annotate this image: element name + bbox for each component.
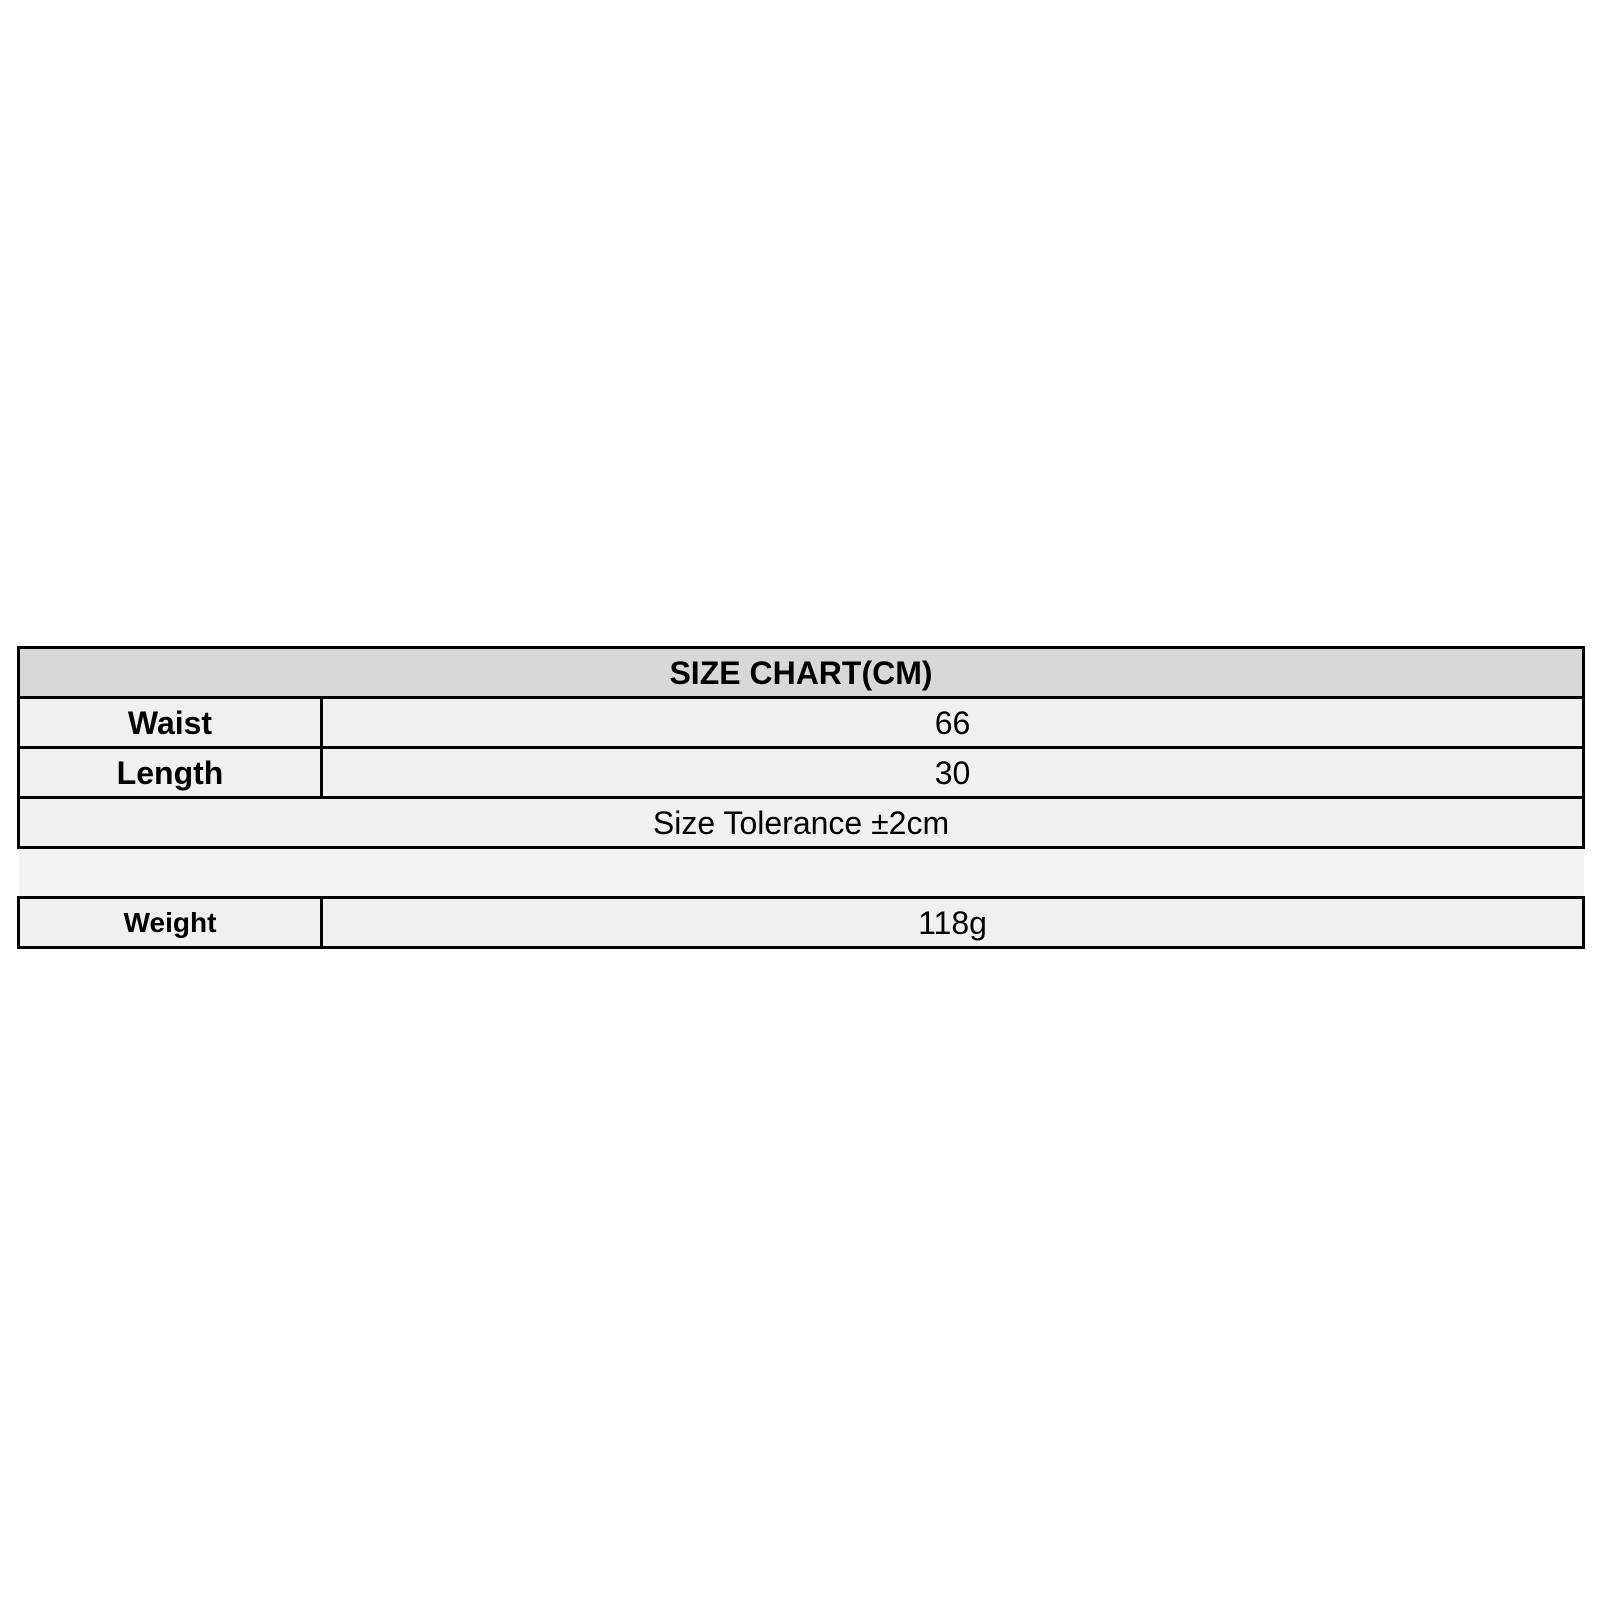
table-spacer-row [19,848,1584,898]
waist-value: 66 [322,698,1584,748]
weight-label: Weight [19,898,322,948]
waist-label: Waist [19,698,322,748]
length-value: 30 [322,748,1584,798]
size-chart-title: SIZE CHART(CM) [19,648,1584,698]
length-label: Length [19,748,322,798]
table-row-tolerance [19,798,1584,848]
size-tolerance-note: Size Tolerance ±2cm [19,798,1584,848]
table-row-waist [19,698,1584,748]
table-row-length [19,748,1584,798]
size-chart-header-row [19,648,1584,698]
spacer-cell [19,848,1584,898]
weight-value: 118g [322,898,1584,948]
size-chart-table [17,646,1585,949]
table-row-weight [19,898,1584,948]
